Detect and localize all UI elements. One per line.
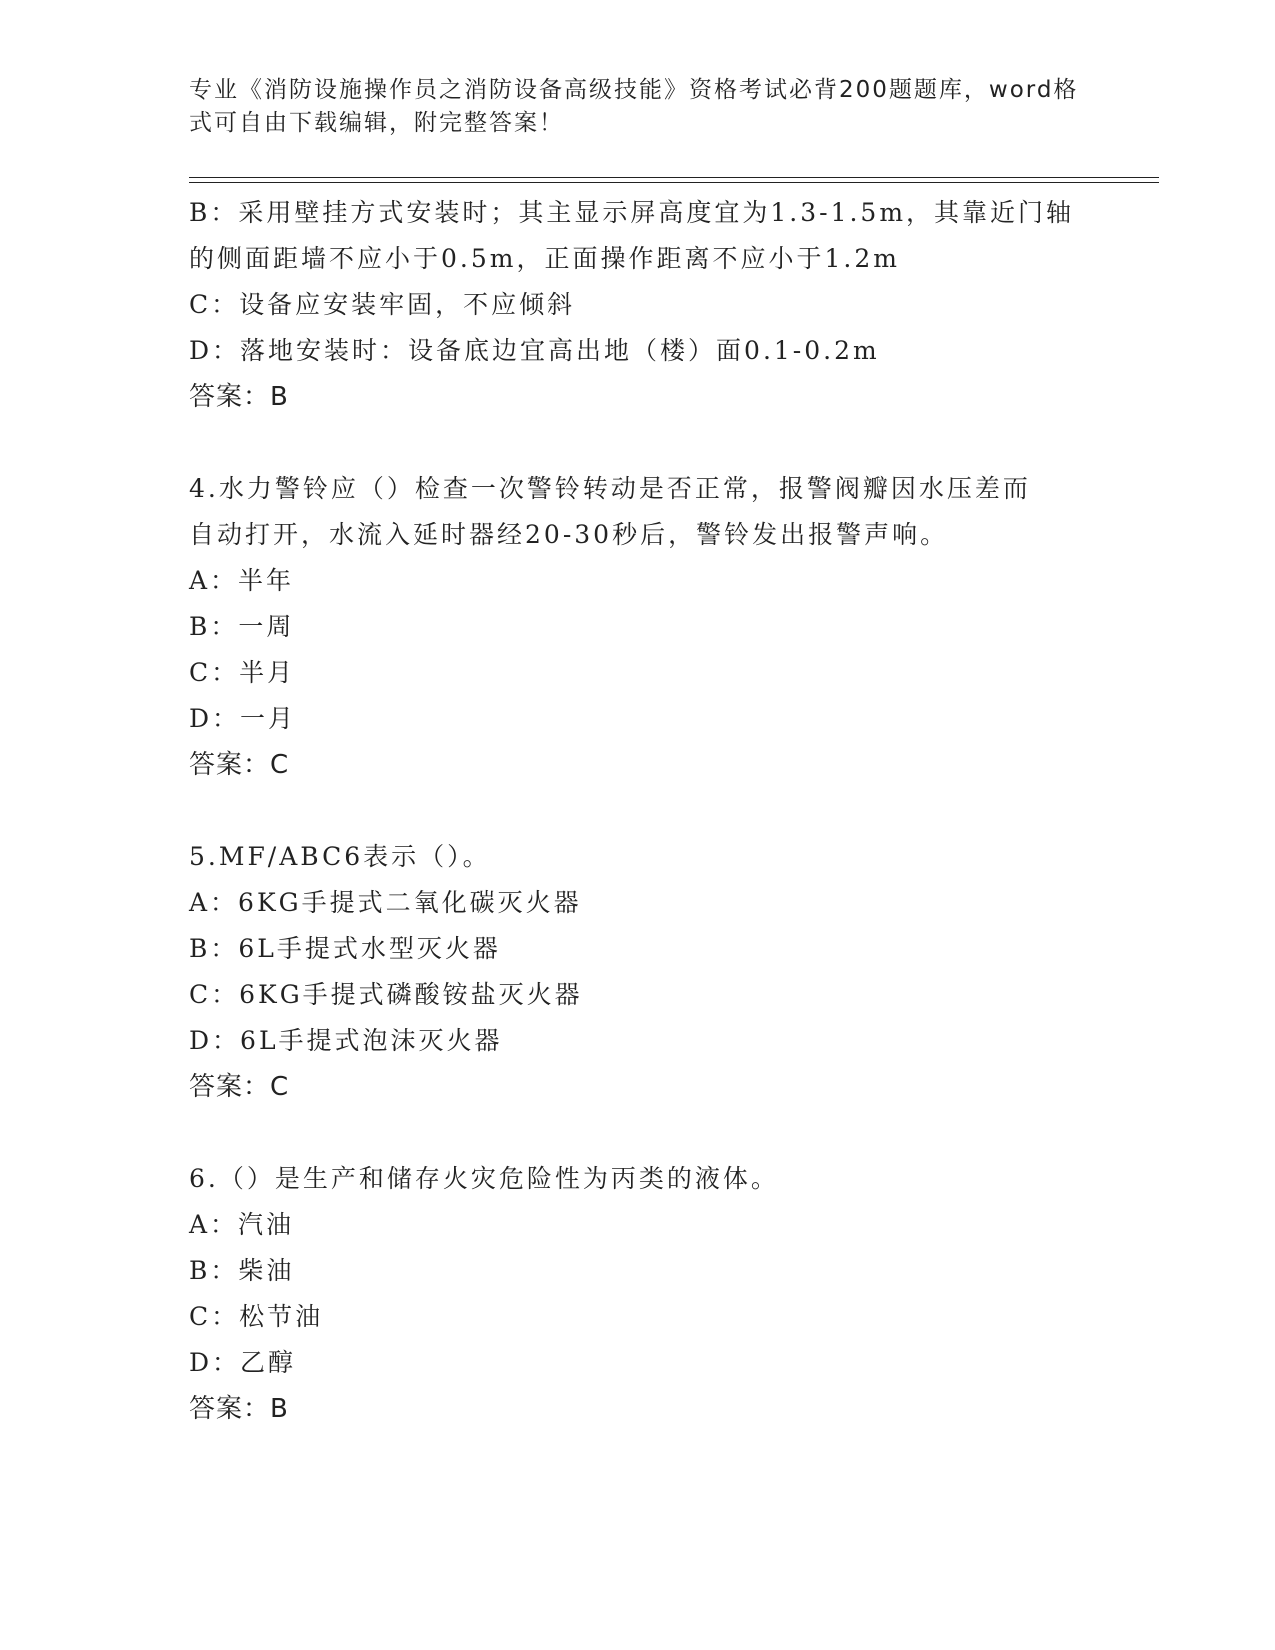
option-line: D：落地安装时：设备底边宜高出地（楼）面0.1-0.2m	[189, 336, 880, 365]
option-c: C：半月	[189, 658, 296, 687]
question-block-3	[189, 190, 1129, 420]
option-line: C：设备应安装牢固，不应倾斜	[189, 290, 576, 319]
header-divider-top	[189, 177, 1159, 178]
option-a: A：汽油	[189, 1210, 295, 1239]
option-c: C：6KG手提式磷酸铵盐灭火器	[189, 980, 583, 1009]
option-b: B：一周	[189, 612, 295, 641]
answer-line: 答案：C	[189, 1072, 290, 1102]
option-d: D：一月	[189, 704, 297, 733]
option-d: D：乙醇	[189, 1348, 297, 1377]
option-d: D：6L手提式泡沫灭火器	[189, 1026, 503, 1055]
question-stem: 6.（）是生产和储存火灾危险性为丙类的液体。	[189, 1164, 779, 1193]
option-a: A：6KG手提式二氧化碳灭火器	[189, 888, 582, 917]
option-line: B：采用壁挂方式安装时；其主显示屏高度宜为1.3-1.5m，其靠近门轴	[189, 198, 1075, 227]
spacer	[189, 420, 1129, 466]
spacer	[189, 1110, 1129, 1156]
option-a: A：半年	[189, 566, 295, 595]
answer-line: 答案：C	[189, 750, 290, 780]
question-block-4	[189, 466, 1129, 788]
question-list	[189, 190, 1129, 1432]
question-block-5	[189, 834, 1129, 1110]
header-divider-bottom	[189, 182, 1159, 183]
option-line: 的侧面距墙不应小于0.5m，正面操作距离不应小于1.2m	[189, 244, 900, 273]
option-c: C：松节油	[189, 1302, 324, 1331]
question-stem: 5.MF/ABC6表示（）。	[189, 842, 491, 871]
option-b: B：柴油	[189, 1256, 295, 1285]
spacer	[189, 788, 1129, 834]
header-line-2: 式可自由下载编辑，附完整答案！	[189, 110, 564, 136]
answer-line: 答案：B	[189, 382, 289, 412]
answer-line: 答案：B	[189, 1394, 289, 1424]
question-block-6	[189, 1156, 1129, 1432]
header-line-1: 专业《消防设施操作员之消防设备高级技能》资格考试必背200题题库，word格	[189, 77, 1079, 103]
question-stem: 自动打开，水流入延时器经20-30秒后，警铃发出报警声响。	[189, 520, 949, 549]
option-b: B：6L手提式水型灭火器	[189, 934, 501, 963]
question-stem: 4.水力警铃应（）检查一次警铃转动是否正常，报警阀瓣因水压差而	[189, 474, 1031, 503]
document-header	[189, 74, 1089, 140]
